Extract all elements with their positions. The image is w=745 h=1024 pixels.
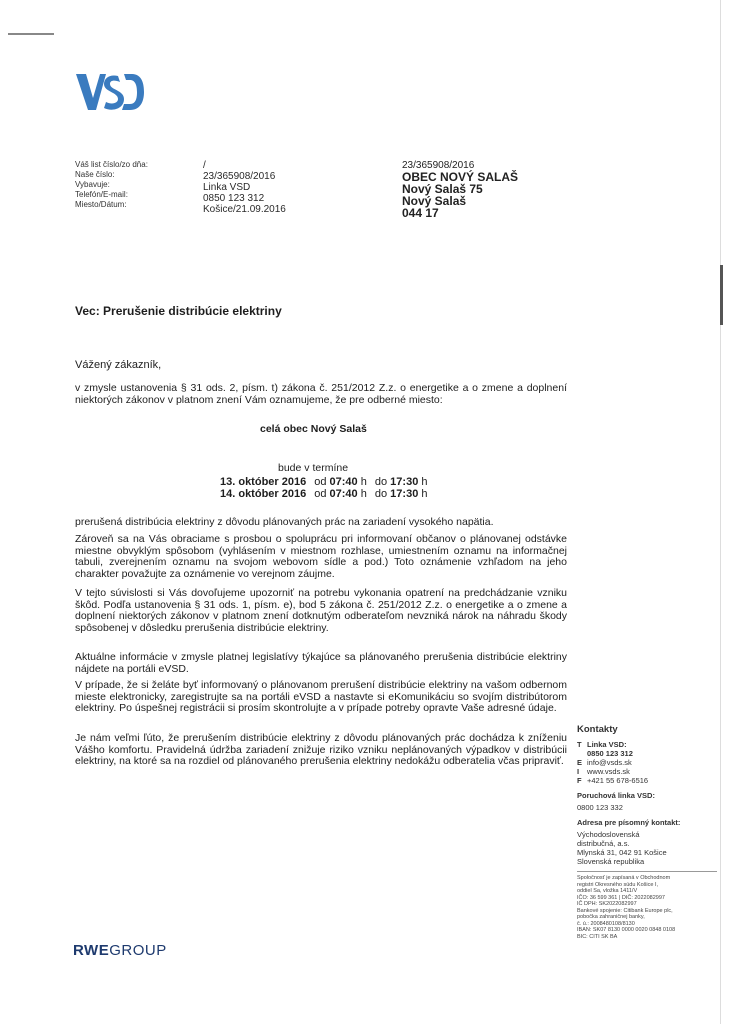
legal-line: IČO: 36 599 361 | DIČ: 2022082997 [577, 894, 665, 901]
greeting: Vážený zákazník, [75, 359, 162, 371]
schedule-od: od [314, 488, 327, 500]
schedule-h: h [421, 488, 428, 500]
contact-email-row [577, 758, 717, 767]
contact-fax-row [577, 776, 717, 785]
schedule-do: do [374, 476, 388, 488]
legal-info [577, 871, 717, 940]
schedule-to: 17:30 [390, 488, 419, 500]
label-place-date: Miesto/Dátum: [75, 200, 127, 209]
letter-subject: Vec: Prerušenie distribúcie elektriny [75, 304, 282, 318]
schedule-do: do [374, 488, 388, 500]
legal-line: Spoločnosť je zapísaná v Obchodnom [577, 875, 671, 881]
vsd-logo [74, 72, 144, 117]
contact-phone-row [577, 740, 717, 749]
fault-line-value: 0800 123 332 [577, 803, 623, 812]
contact-key: E [577, 758, 583, 767]
schedule-h: h [421, 476, 428, 488]
contact-key: T [577, 740, 582, 749]
paragraph-damages: V tejto súvislosti si Vás dovoľujeme upozorniť na potrebu vykonania opatrení na predchádzanie vzniku škôd. Podľa ustanovenia § 31 ods. 1, písm. e), bod 5 zákona č. 251/2012 Z.z. o energetike a o zmene a doplnení niektorých zákonov v platnom znení dotknutým odberateľom nevzniká nárok na náhradu škody spôsobenej v dôsledku prerušenia distribúcie elektriny. [75, 587, 567, 634]
contact-email[interactable]: info@vsds.sk [587, 758, 632, 767]
legal-line: IBAN: SK07 8130 0000 0020 0848 0108 [577, 927, 676, 933]
value-your-letter: / [203, 160, 206, 171]
label-your-letter: Váš list číslo/zo dňa: [75, 160, 148, 169]
mail-address-line: Slovenská republika [577, 857, 645, 866]
paragraph-registration: V prípade, že si želáte byť informovaný o plánovanom prerušení distribúcie elektriny na vašom odbernom mieste elektronicky, zaregistrujte sa na portáli eVSD a nastavte si eKomunikáciu so svojím distribútorom elektriny. Po úspešnej registrácii si prosím skontrolujte a v prípade potreby opravte Vaše adresné údaje. [75, 679, 567, 714]
legal-line: oddiel Sa, vložka 1411/V [577, 888, 638, 894]
paragraph-apology: Je nám veľmi ľúto, že prerušením distribúcie elektriny z dôvodu plánovaných prác dochádza k zníženiu Vášho komfortu. Pravidelná údržba zariadení znižuje riziko vzniku neplánovaných výpadkov v distribúcii elektriny, na ktoré sa na rozdiel od plánovaného prerušenia elektriny nedokážu odberatelia včas pripraviť. [75, 732, 567, 767]
fault-line-label: Poruchová linka VSD: [577, 791, 655, 800]
value-phone: 0850 123 312 [203, 193, 265, 204]
term-label: bude v termíne [278, 462, 349, 474]
value-our-number: 23/365908/2016 [203, 171, 276, 182]
reference-values [203, 160, 286, 215]
legal-line: BIC: CITI SK BA [577, 933, 618, 940]
schedule-row [216, 488, 432, 500]
legal-line: Bankové spojenie: Citibank Europe plc, [577, 907, 673, 914]
mail-address-line: Východoslovenská [577, 830, 640, 839]
legal-line: č. ú.: 2008480108/8130 [577, 920, 635, 927]
contact-panel [577, 725, 717, 940]
outage-schedule [216, 476, 432, 500]
recipient-address [402, 160, 518, 219]
label-our-number: Naše číslo: [75, 170, 115, 179]
page-edge-mark [720, 265, 723, 325]
legal-line: pobočka zahraničnej banky, [577, 914, 645, 920]
schedule-h: h [360, 476, 367, 488]
mail-address-line: distribučná, a.s. [577, 839, 630, 848]
rwe-brand-light: GROUP [109, 942, 167, 959]
label-phone-email: Telefón/E-mail: [75, 190, 128, 199]
contact-key: I [577, 767, 580, 776]
contact-phone-value-row [577, 749, 717, 758]
address-line: Nový Salaš [402, 194, 467, 208]
contact-phone-label: Linka VSD: [587, 740, 627, 749]
contact-phone-value: 0850 123 312 [587, 749, 633, 758]
rwe-brand-strong: RWE [73, 942, 110, 959]
mail-address-line: Mlynská 31, 042 91 Košice [577, 848, 667, 857]
schedule-date: 14. október 2016 [220, 488, 307, 500]
schedule-row [216, 476, 432, 488]
address-line: Nový Salaš 75 [402, 182, 483, 196]
contact-web[interactable]: www.vsds.sk [587, 767, 630, 776]
paragraph-cooperation: Zároveň sa na Vás obraciame s prosbou o spoluprácu pri informovaní občanov o plánovanej odstávke miestne obvyklým spôsobom (vyhlásením v miestnom rozhlase, umiestnením oznamu na informačnej tabuli, zverejnením oznamu na svojom webovom sídle a pod.) Toto oznámenie vzhľadom na jeho charakter považujte za oznámenie vo verejnom záujme. [75, 533, 567, 580]
paragraph-evsd-info: Aktuálne informácie v zmysle platnej legislatívy týkajúce sa plánovaného prerušenia distribúcie elektriny nájdete na portáli eVSD. [75, 651, 567, 675]
rwe-group-logo [73, 942, 167, 959]
paragraph-intro: v zmysle ustanovenia § 31 ods. 2, písm. t) zákona č. 251/2012 Z.z. o energetike a o zmene a doplnení niektorých zákonov v platnom znení Vám oznamujeme, že pre odberné miesto: [75, 382, 567, 406]
contact-web-row [577, 767, 717, 776]
paragraph-outage: prerušená distribúcia elektriny z dôvodu plánovaných prác na zariadení vysokého napätia. [75, 516, 494, 528]
page-edge-line [720, 0, 721, 1024]
legal-line: IČ DPH: SK2022082997 [577, 901, 637, 907]
value-place-date: Košice/21.09.2016 [203, 204, 286, 215]
mail-address-label: Adresa pre písomný kontakt: [577, 818, 681, 827]
contact-key: F [577, 776, 582, 785]
address-line: 044 17 [402, 206, 439, 220]
schedule-date: 13. október 2016 [220, 476, 307, 488]
label-handled-by: Vybavuje: [75, 180, 110, 189]
reference-labels [75, 160, 148, 210]
address-ref: 23/365908/2016 [402, 160, 475, 171]
schedule-h: h [360, 488, 367, 500]
schedule-od: od [314, 476, 327, 488]
address-line: OBEC NOVÝ SALAŠ [402, 170, 519, 184]
value-handled-by: Linka VSD [203, 182, 251, 193]
legal-line: registri Okresného súdu Košice I, [577, 881, 659, 888]
contact-heading: Kontakty [577, 724, 618, 735]
schedule-to: 17:30 [390, 476, 419, 488]
affected-place: celá obec Nový Salaš [260, 423, 367, 435]
schedule-from: 07:40 [329, 476, 358, 488]
scan-mark [8, 33, 54, 35]
contact-fax: +421 55 678-6516 [587, 776, 649, 785]
schedule-from: 07:40 [329, 488, 358, 500]
